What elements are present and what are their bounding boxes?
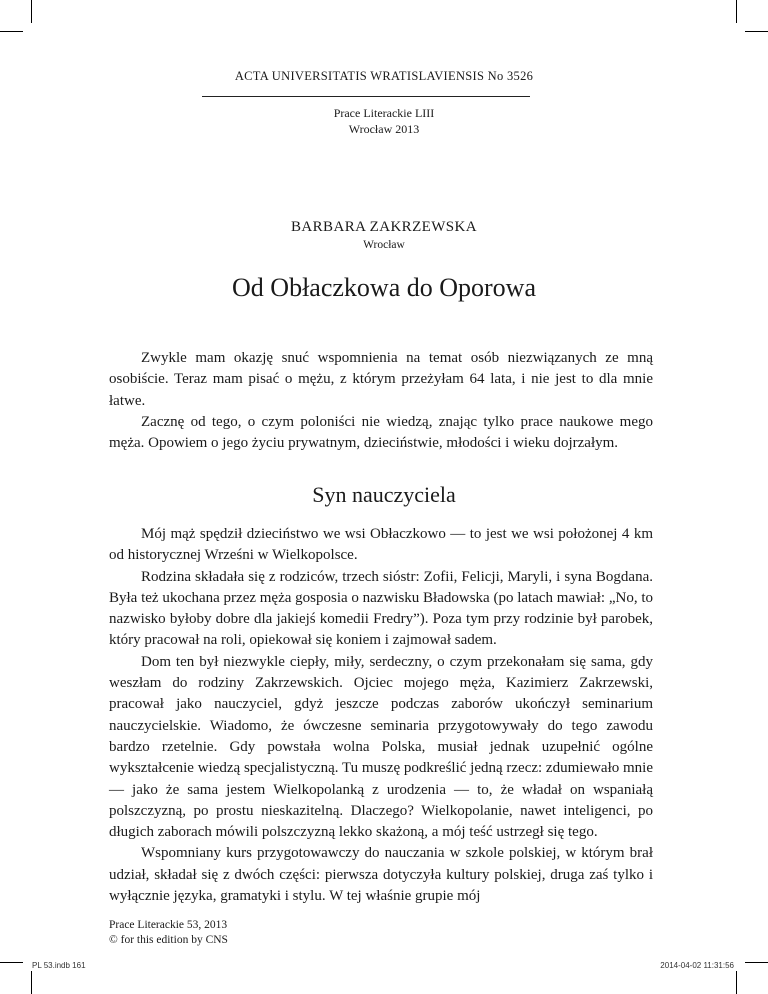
footer-line: Prace Literackie 53, 2013 (109, 919, 228, 931)
article-title: Od Obłaczkowa do Oporowa (232, 273, 536, 302)
crop-mark (31, 971, 32, 994)
series-line: Prace Literackie LIII (333, 106, 435, 120)
intro-text (109, 348, 653, 454)
author-affiliation: Wrocław (363, 239, 405, 251)
journal-header: ACTA UNIVERSITATIS WRATISLAVIENSIS No 3526 (234, 69, 534, 83)
crop-mark (745, 962, 768, 963)
section-heading: Syn nauczyciela (312, 482, 456, 507)
header-rule (202, 96, 530, 97)
author-name: BARBARA ZAKRZEWSKA (291, 219, 477, 235)
crop-mark (745, 31, 768, 32)
print-slug-timestamp: 2014-04-02 11:31:56 (660, 961, 734, 970)
crop-mark (31, 0, 32, 23)
paragraph: Mój mąż spędził dzieciństwo we wsi Obłaczkowo — to jest we wsi położonej 4 km od historycznej Wrześni w Wielkopolsce. (109, 526, 653, 564)
section-text (109, 524, 653, 907)
crop-mark (0, 31, 23, 32)
paragraph: Dom ten był niezwykle ciepły, miły, serdeczny, o czym przekonałam się sama, gdy weszłam do rodziny Zakrzewskich. Ojciec mojego męża, Kazimierz Zakrzewski, pracował jako nauczyciel, gdyż jeszcze podczas zaborów ukończył seminarium nauczycielskie. Wiadomo, że ówczesne seminaria przygotowywały do tego zawodu bardzo rzetelnie. Gdy powstała wolna Polska, musiał jednak uzupełnić ogólne wykształcenie wiedzą specjalistyczną. Tu muszę podkreślić jedną rzecz: zdumiewało mnie — jako że sama jestem Wielkopolanką z urodzenia — to, że władał on wspaniałą polszczyzną, po prostu nieskazitelną. Dlaczego? Wielkopolanie, nawet inteligenci, po długich zaborach mówili polszczyzną lekko skażoną, a mój teść ustrzegł się tego. (109, 653, 653, 841)
crop-mark (736, 971, 737, 994)
paragraph: Zacznę od tego, o czym poloniści nie wiedzą, znając tylko prace naukowe mego męża. Opowiem o jego życiu prywatnym, dzieciństwie, młodości i wieku dojrzałym. (109, 413, 653, 452)
crop-mark (0, 962, 23, 963)
copyright-footer (109, 918, 228, 948)
footer-line: © for this edition by CNS (109, 934, 228, 946)
print-slug-file: PL 53.indb 161 (32, 961, 86, 970)
paragraph: Rodzina składała się z rodziców, trzech sióstr: Zofii, Felicji, Maryli, i syna Bogdana. Była też ukochana przez męża gosposia o nazwisku Bładowska (po latach mawiał: „No, to nazwisko byłoby dobre dla jakiejś komedii Fredry”). Poza tym przy rodzinie był parobek, który pracował na roli, opiekował się koniem i zajmował sadem. (109, 568, 653, 649)
crop-mark (736, 0, 737, 23)
place-year-line: Wrocław 2013 (348, 122, 420, 136)
paragraph: Zwykle mam okazję snuć wspomnienia na temat osób niezwiązanych ze mną osobiście. Teraz mam pisać o mężu, z którym przeżyłam 64 lata, i nie jest to dla mnie łatwe. (109, 350, 653, 409)
paragraph: Wspomniany kurs przygotowawczy do nauczania w szkole polskiej, w którym brał udział, składał się z dwóch części: pierwsza dotyczyła kultury polskiej, druga zaś tylko i wyłącznie języka, gramatyki i stylu. W tej właśnie grupie mój (109, 845, 653, 905)
